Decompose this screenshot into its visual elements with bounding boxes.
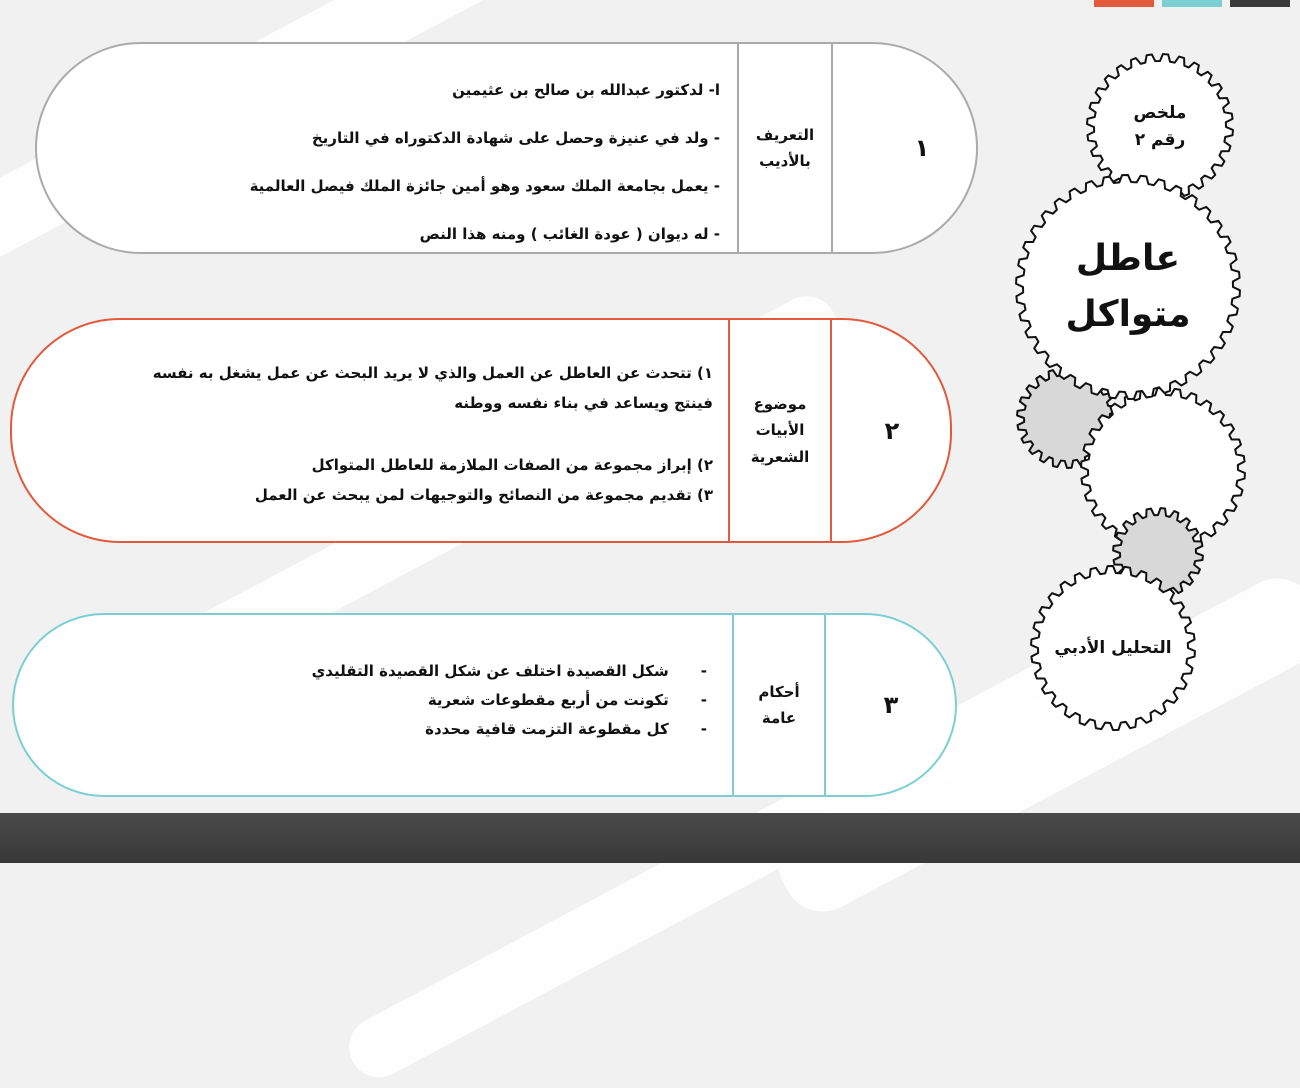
list-item-text: كل مقطوعة التزمت قافية محددة (425, 720, 669, 738)
page-title-line1: عاطل (1075, 238, 1181, 280)
list-item-text: تكونت من أربع مقطوعات شعرية (427, 691, 669, 709)
section-2-number: ٢ (884, 416, 900, 445)
section-3-label-line2: عامة (761, 709, 797, 727)
section-2-line: ١) تتحدث عن العاطل عن العمل والذي لا يريد البحث عن عمل يشغل به نفسه (152, 364, 713, 382)
page-title-line2: متواكل (1065, 294, 1191, 335)
section-2-label-line1: موضوع (753, 395, 807, 414)
section-1-line: - له ديوان ( عودة الغائب ) ومنه هذا النص (419, 225, 720, 243)
section-1-line: - ولد في عنيزة وحصل على شهادة الدكتوراه في التاريخ (311, 129, 720, 147)
analysis-label: التحليل الأدبي (1054, 638, 1172, 658)
section-1-label (737, 42, 833, 254)
accent-bar-red (1094, 0, 1154, 7)
bullet-dash: - (700, 662, 707, 680)
list-item-text: شكل القصيدة اختلف عن شكل القصيدة التقليدي (311, 662, 669, 680)
analysis-gear (1027, 562, 1199, 734)
section-2-label-line2: الأبيات (755, 421, 805, 440)
bullet-dash: - (700, 691, 707, 709)
section-1-lines (250, 66, 720, 258)
section-2-line: فينتج ويساعد في بناء نفسه ووطنه (454, 394, 713, 412)
section-3-label (732, 613, 826, 797)
bullet-dash: - (700, 720, 707, 738)
section-1-number: ١ (914, 134, 930, 162)
section-1-label-line2: بالأديب (759, 152, 811, 170)
section-1-card (35, 42, 978, 254)
section-3-list-item (312, 686, 707, 715)
section-1-label-line1: التعريف (755, 125, 815, 144)
footer-bar (0, 813, 1300, 863)
title-gear (1012, 171, 1244, 403)
section-3-lines (312, 657, 707, 744)
section-2-line: ٢) إبراز مجموعة من الصفات الملازمة للعاطل المتواكل (311, 456, 713, 474)
section-2-card (10, 318, 952, 543)
section-1-line: - يعمل بجامعة الملك سعود وهو أمين جائزة الملك فيصل العالمية (249, 177, 720, 195)
accent-bar-dark (1230, 0, 1290, 7)
section-2-label (728, 318, 832, 543)
section-3-card (12, 613, 957, 797)
section-3-list-item (312, 715, 707, 744)
section-3-label-line1: أحكام (758, 682, 800, 701)
section-3-list-item (312, 657, 707, 686)
accent-bar-teal (1162, 0, 1222, 7)
section-2-label-line3: الشعرية (750, 447, 810, 466)
top-accent-bars (1094, 0, 1290, 7)
section-3-number: ٣ (883, 691, 899, 719)
section-2-line: ٣) تقديم مجموعة من النصائح والتوجيهات لمن يبحث عن العمل (254, 486, 713, 504)
section-1-line: ا- لدكتور عبدالله بن صالح بن عثيمين (452, 81, 720, 99)
section-2-lines (153, 358, 713, 510)
summary-label-line1: ملخص (1133, 102, 1187, 123)
summary-label-line2: رقم ٢ (1134, 130, 1186, 150)
